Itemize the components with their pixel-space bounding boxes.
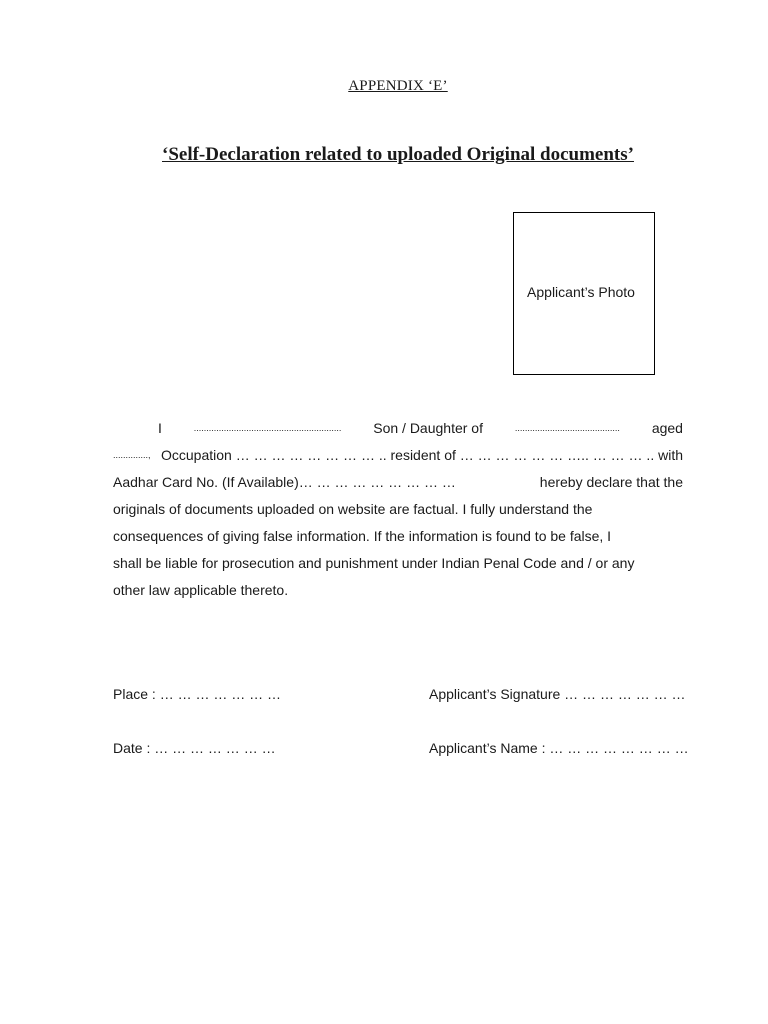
place-field: Place : … … … … … … …: [113, 686, 282, 702]
declaration-line: [113, 442, 683, 469]
applicant-photo-box: [513, 212, 655, 375]
applicant-name-field: Applicant’s Name : … … … … … … … …: [429, 740, 689, 756]
declaration-line: consequences of giving false information. If the information is found to be false, I: [113, 528, 612, 544]
declaration-paragraph: [113, 415, 683, 604]
pronoun-i: I: [158, 420, 162, 436]
declaration-line: other law applicable thereto.: [113, 582, 289, 598]
date-field: Date : … … … … … … …: [113, 740, 276, 756]
document-heading: ‘Self-Declaration related to uploaded Original documents’: [162, 144, 634, 165]
signature-field: Applicant’s Signature … … … … … … …: [429, 686, 686, 702]
hereby-declare-text: hereby declare that the: [539, 474, 683, 490]
aged-label: aged: [651, 420, 683, 436]
declaration-line: shall be liable for prosecution and punishment under Indian Penal Code and / or any: [113, 555, 635, 571]
age-blank: ..............,: [113, 450, 151, 460]
appendix-title: APPENDIX ‘E’: [348, 78, 448, 94]
occupation-resident-text: Occupation … … … … … … … … .. resident of … … … … … … ….. … … … .. with: [161, 447, 683, 463]
declaration-line: originals of documents uploaded on website are factual. I fully understand the: [113, 501, 593, 517]
photo-label: Applicant’s Photo: [527, 284, 635, 300]
son-daughter-label: Son / Daughter of: [373, 420, 483, 436]
aadhar-text: Aadhar Card No. (If Available)… … … … … … … … …: [113, 474, 456, 490]
declaration-line: [113, 415, 683, 442]
name-blank: ...........................................................: [193, 423, 342, 433]
declaration-line: [113, 469, 683, 496]
parent-name-blank: ..........................................: [514, 423, 620, 433]
